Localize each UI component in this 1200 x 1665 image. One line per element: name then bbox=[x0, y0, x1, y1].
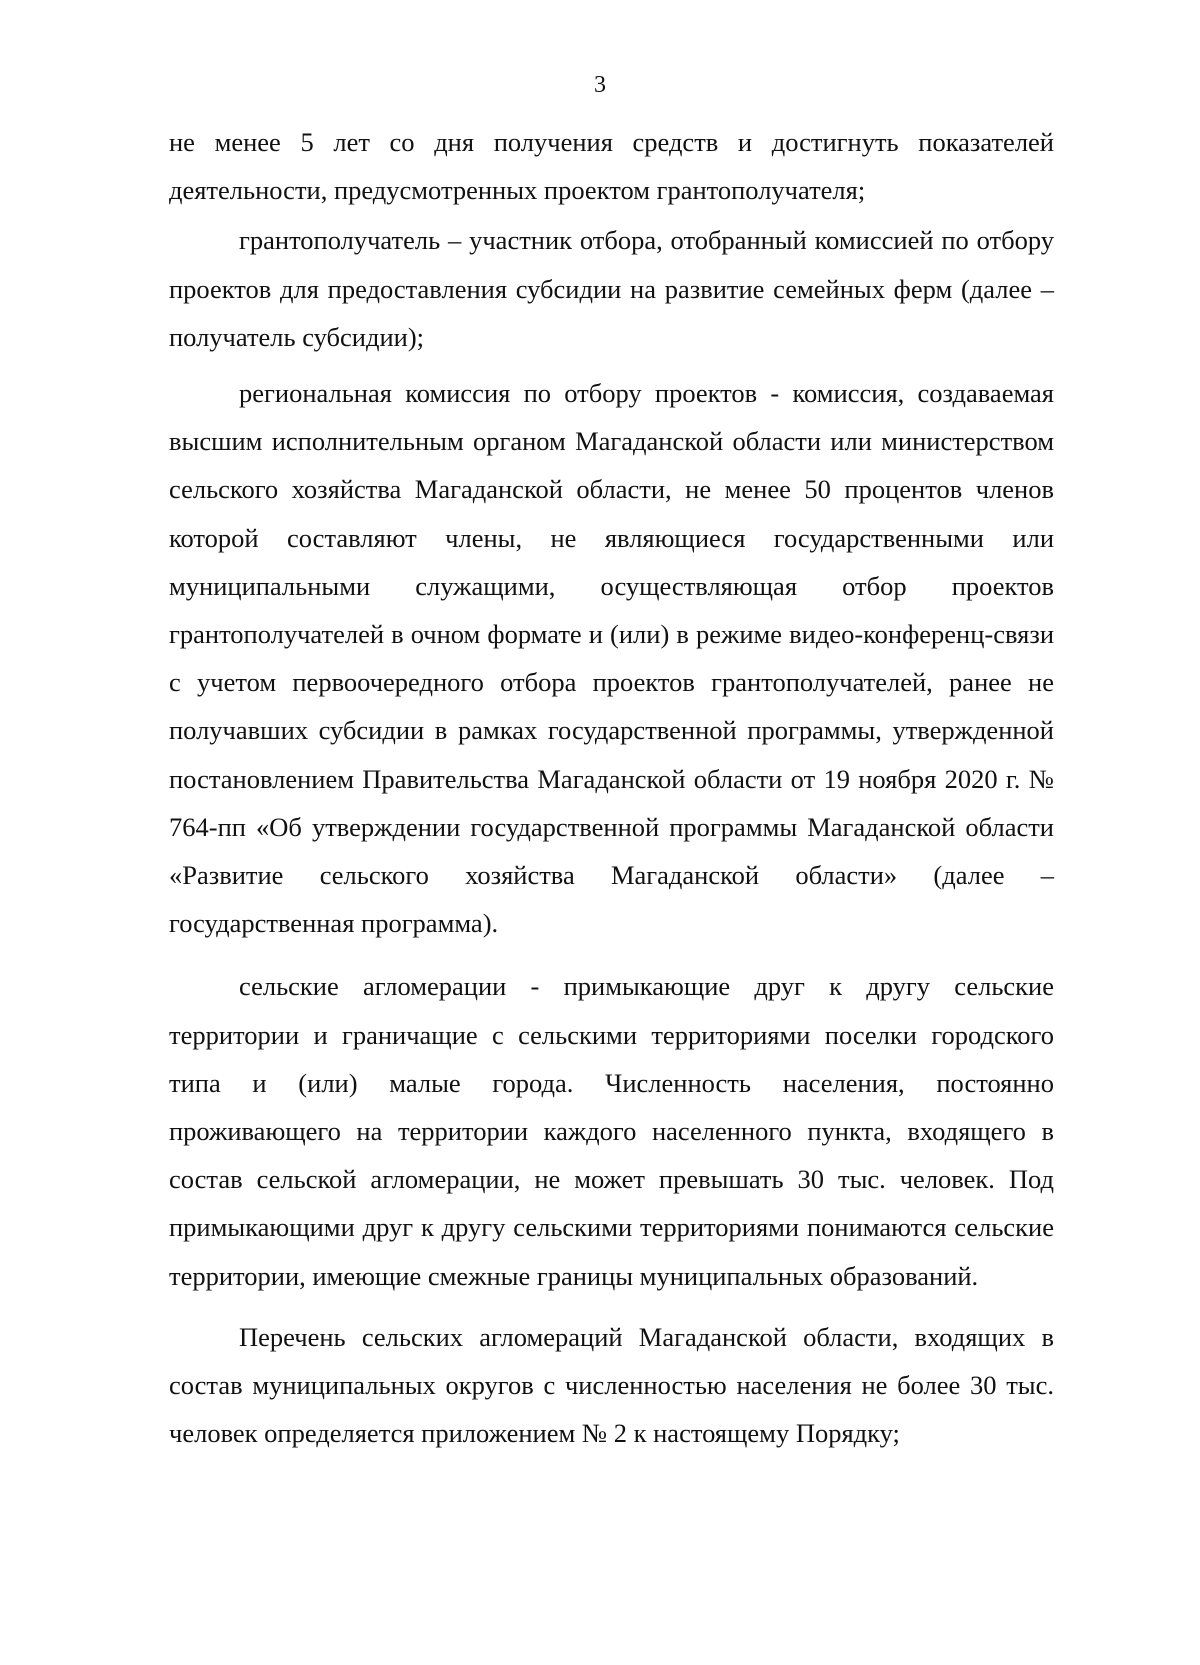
paragraph-rural-agglomerations-definition: сельские агломерации - примыкающие друг к другу сельские территории и граничащие с сельскими территориями поселки городского типа и (или) малые города. Численность населения, постоянно проживающего на территории каждого населенного пункта, входящего в состав сельской агломерации, не может превышать 30 тыс. человек. Под примыкающими друг к другу сельскими территориями понимаются сельские территории, имеющие смежные границы муниципальных образований. bbox=[169, 971, 1054, 1291]
paragraph-continuation: не менее 5 лет со дня получения средств и достигнуть показателей деятельности, предусмотренных проектом грантополучателя; bbox=[169, 127, 1054, 206]
paragraph-grant-recipient-definition: грантополучатель – участник отбора, отобранный комиссией по отбору проектов для предоставления субсидии на развитие семейных ферм (далее – получатель субсидии); bbox=[169, 225, 1054, 352]
page-number: 3 bbox=[594, 72, 606, 98]
paragraph-regional-commission-definition: региональная комиссия по отбору проектов - комиссия, создаваемая высшим исполнительным органом Магаданской области или министерством сельского хозяйства Магаданской области, не менее 50 процентов членов которой составляют члены, не являющиеся государственными или муниципальными служащими, осуществляющая отбор проектов грантополучателей в очном формате и (или) в режиме видео-конференц-связи с учетом первоочередного отбора проектов грантополучателей, ранее не получавших субсидии в рамках государственной программы, утвержденной постановлением Правительства Магаданской области от 19 ноября 2020 г. № 764-пп «Об утверждении государственной программы Магаданской области «Развитие сельского хозяйства Магаданской области» (далее – государственная программа). bbox=[169, 378, 1054, 939]
paragraph-agglomerations-list: Перечень сельских агломераций Магаданской области, входящих в состав муниципальных округов с численностью населения не более 30 тыс. человек определяется приложением № 2 к настоящему Порядку; bbox=[169, 1321, 1054, 1449]
document-body bbox=[169, 118, 1054, 1457]
